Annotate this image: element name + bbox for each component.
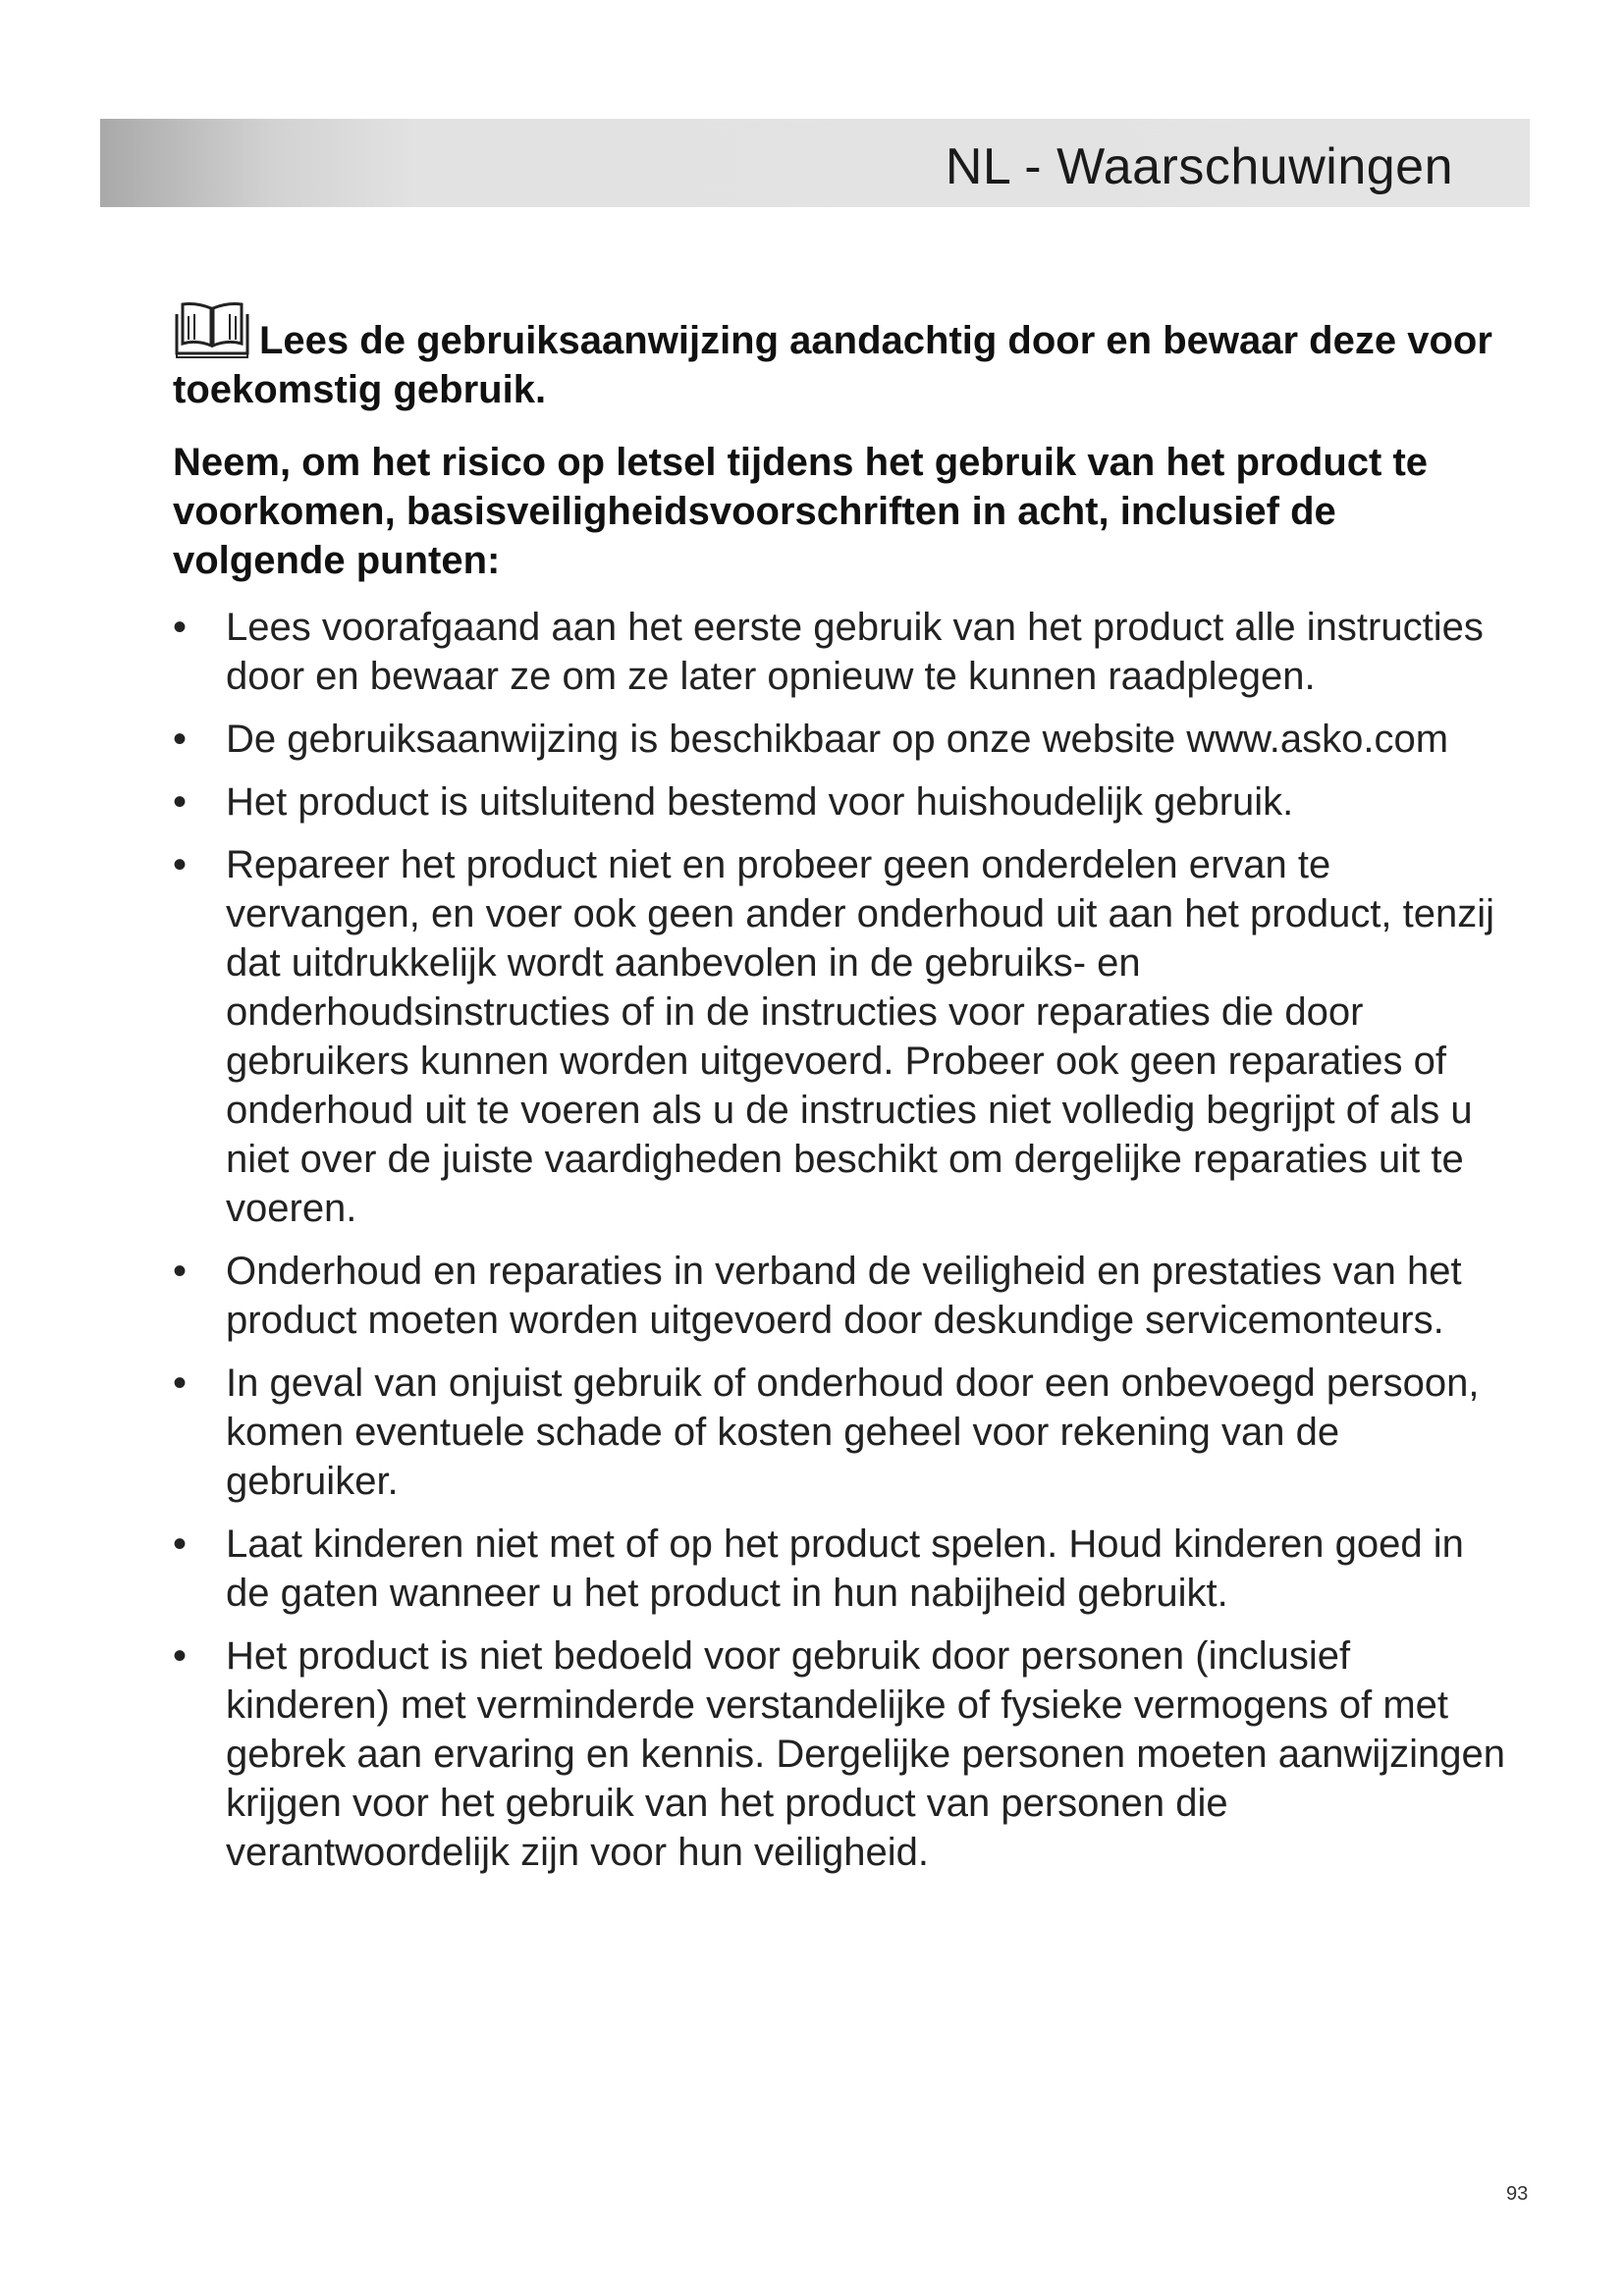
bullet-icon: • [173, 1362, 188, 1405]
list-item: • Onderhoud en reparaties in verband de veiligheid en prestaties van het product moeten worden uitgevoerd door deskundige servicemonteurs. [173, 1247, 1508, 1345]
bullet-icon: • [173, 1522, 188, 1566]
list-item: • In geval van onjuist gebruik of onderhoud door een onbevoegd persoon, komen eventuele schade of kosten geheel voor rekening van de gebruiker. [173, 1359, 1508, 1506]
list-item: • Laat kinderen niet met of op het product spelen. Houd kinderen goed in de gaten wanneer u het product in hun nabijheid gebruikt. [173, 1520, 1508, 1618]
bullet-icon: • [173, 1634, 188, 1678]
bullet-icon: • [173, 843, 188, 886]
bullet-icon: • [173, 1250, 188, 1293]
instruction-list [173, 603, 1508, 1877]
manual-book-icon [173, 300, 251, 361]
list-item: • De gebruiksaanwijzing is beschikbaar op onze website www.asko.com [173, 715, 1508, 764]
list-item: • Het product is niet bedoeld voor gebruik door personen (inclusief kinderen) met verminderde verstandelijke of fysieke vermogens of met gebrek aan ervaring en kennis. Dergelijke personen moeten aanwijzingen krijgen voor het gebruik van het product van personen die verantwoordelijk zijn voor hun veiligheid. [173, 1631, 1508, 1877]
list-item: • Repareer het product niet en probeer geen onderdelen ervan te vervangen, en voer ook geen ander onderhoud uit aan het product, tenzij dat uitdrukkelijk wordt aanbevolen in de gebruiks- en onderhoudsinstructies of in de instructies voor reparaties die door gebruikers kunnen worden uitgevoerd. Probeer ook geen reparaties of onderhoud uit te voeren als u de instructies niet volledig begrijpt of als u niet over de juiste vaardigheden beschikt om dergelijke reparaties uit te voeren. [173, 840, 1508, 1233]
bullet-icon: • [173, 606, 188, 649]
intro-paragraph [173, 300, 1508, 414]
intro-text: Lees de gebruiksaanwijzing aandachtig door en bewaar deze voor toekomstig gebruik. [173, 319, 1492, 411]
bullet-icon: • [173, 718, 188, 761]
page-number: 93 [1506, 2183, 1529, 2205]
page-title: NL - Waarschuwingen [945, 138, 1453, 195]
list-item: • Het product is uitsluitend bestemd voor huishoudelijk gebruik. [173, 777, 1508, 827]
header-band [100, 119, 1530, 207]
warning-paragraph: Neem, om het risico op letsel tijdens het gebruik van het product te voorkomen, basisveiligheidsvoorschriften in acht, inclusief de volgende punten: [173, 441, 1429, 582]
bullet-icon: • [173, 780, 188, 824]
warnings-content [173, 300, 1508, 1891]
list-item: • Lees voorafgaand aan het eerste gebruik van het product alle instructies door en bewaar ze om ze later opnieuw te kunnen raadplegen. [173, 603, 1508, 701]
